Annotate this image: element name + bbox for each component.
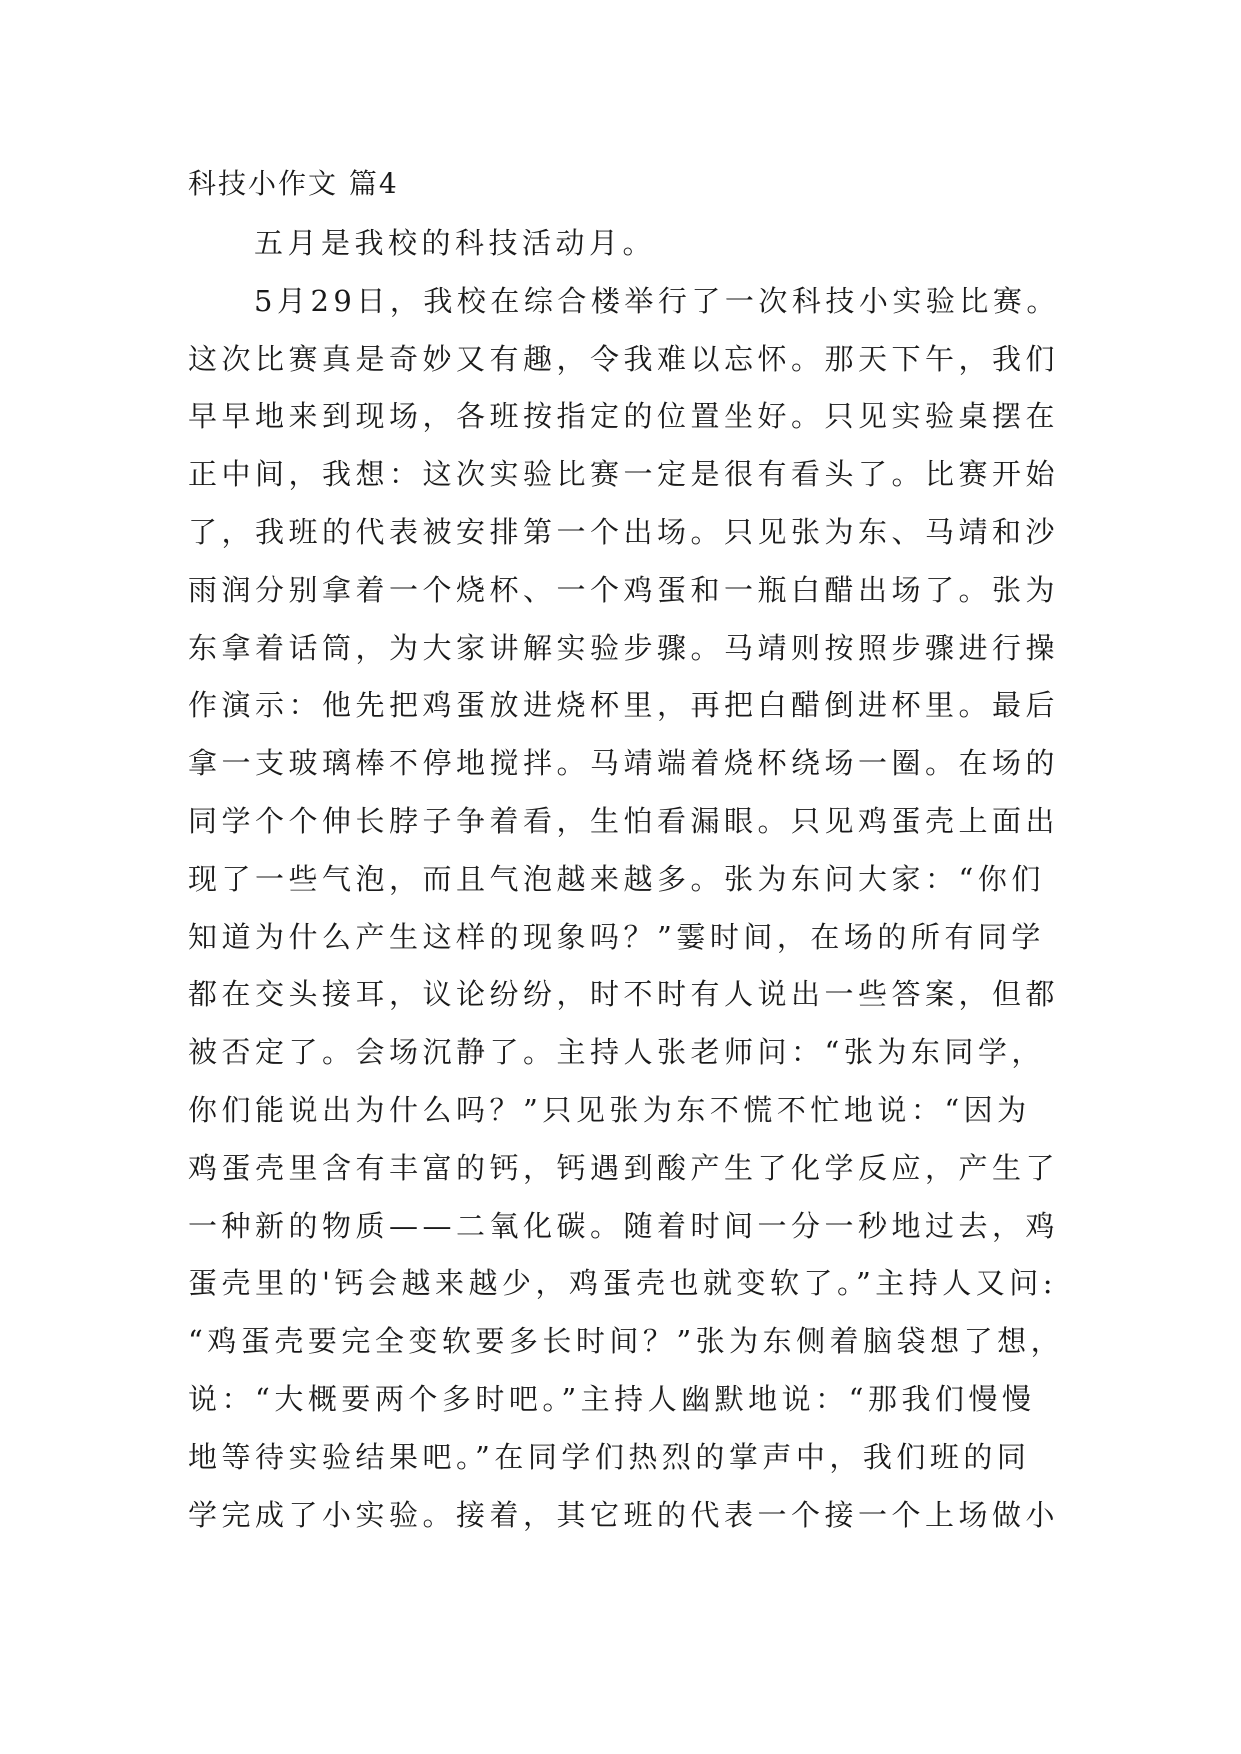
paragraph-line: 东拿着话筒，为大家讲解实验步骤。马靖则按照步骤进行操	[188, 630, 1060, 665]
paragraph-line: 雨润分别拿着一个烧杯、一个鸡蛋和一瓶白醋出场了。张为	[188, 572, 1060, 607]
paragraph-line: 蛋壳里的'钙会越来越少，鸡蛋壳也就变软了。”主持人又问:	[188, 1266, 1058, 1301]
paragraph-line: 作演示：他先把鸡蛋放进烧杯里，再把白醋倒进杯里。最后	[188, 688, 1060, 723]
paragraph-line: 拿一支玻璃棒不停地搅拌。马靖端着烧杯绕场一圈。在场的	[188, 746, 1060, 781]
paragraph-line: 同学个个伸长脖子争着看，生怕看漏眼。只见鸡蛋壳上面出	[188, 803, 1060, 838]
paragraph-line: 你们能说出为什么吗？”只见张为东不慌不忙地说：“因为	[188, 1092, 1031, 1127]
paragraph-line: 被否定了。会场沉静了。主持人张老师问：“张为东同学，	[188, 1035, 1045, 1070]
paragraph-line: 这次比赛真是奇妙又有趣，令我难以忘怀。那天下午，我们	[188, 341, 1060, 376]
paragraph-line: 现了一些气泡，而且气泡越来越多。张为东问大家：“你们	[188, 861, 1045, 896]
paragraph-line: 了，我班的代表被安排第一个出场。只见张为东、马靖和沙	[188, 514, 1060, 549]
document-title: 科技小作文 篇4	[188, 167, 399, 200]
document-body	[188, 215, 1068, 1544]
paragraph-line: 知道为什么产生这样的现象吗？”霎时间，在场的所有同学	[188, 919, 1045, 954]
paragraph-line: 正中间，我想：这次实验比赛一定是很有看头了。比赛开始	[188, 457, 1060, 492]
paragraph-line: 都在交头接耳，议论纷纷，时不时有人说出一些答案，但都	[188, 977, 1060, 1012]
paragraph-line: 一种新的物质——二氧化碳。随着时间一分一秒地过去，鸡	[188, 1208, 1060, 1243]
paragraph-line: 五月是我校的科技活动月。	[254, 226, 657, 260]
paragraph-line: 地等待实验结果吧。”在同学们热烈的掌声中，我们班的同	[188, 1439, 1031, 1474]
paragraph-line: 学完成了小实验。接着，其它班的代表一个接一个上场做小	[188, 1497, 1060, 1532]
paragraph-line: 早早地来到现场，各班按指定的位置坐好。只见实验桌摆在	[188, 399, 1060, 434]
paragraph-line: “鸡蛋壳要完全变软要多长时间？”张为东侧着脑袋想了想，	[188, 1324, 1065, 1359]
paragraph-line: 说：“大概要两个多时吧。”主持人幽默地说：“那我们慢慢	[188, 1381, 1036, 1416]
paragraph-line: 5月29日，我校在综合楼举行了一次科技小实验比赛。	[254, 283, 1060, 318]
paragraph-line: 鸡蛋壳里含有丰富的钙，钙遇到酸产生了化学反应，产生了	[188, 1150, 1060, 1185]
